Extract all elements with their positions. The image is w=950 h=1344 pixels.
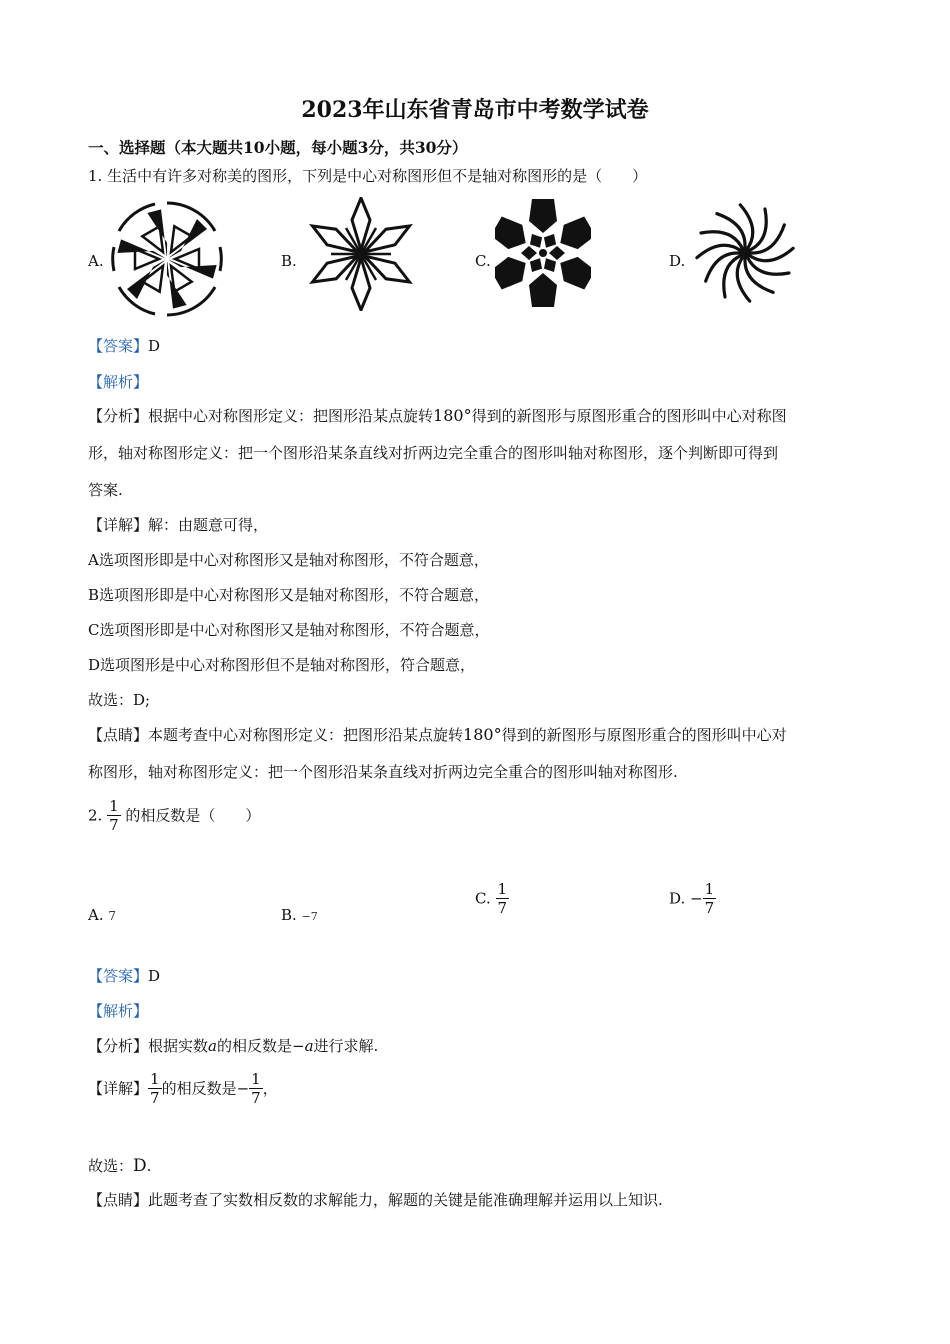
- option-label: D.: [669, 889, 686, 908]
- q2-fraction-negative: [249, 1070, 263, 1107]
- q1-fenxi-line1: [88, 406, 787, 426]
- q1-jiexi-tag: 【解析】: [88, 373, 149, 391]
- fenxi-text: 进行求解.: [313, 1037, 379, 1055]
- q2-fraction: [148, 1070, 162, 1107]
- q1-xiangjie: [88, 515, 268, 535]
- option-fraction: [703, 880, 717, 917]
- dianjing-tag: 【点睛】: [88, 726, 149, 744]
- option-fraction: [496, 880, 510, 917]
- q2-dianjing: [88, 1190, 663, 1210]
- q1-stem: 1. 生活中有许多对称美的图形，下列是中心对称图形但不是轴对称图形的是（ ）: [88, 167, 648, 185]
- comma: ，: [262, 1079, 278, 1098]
- xiangjie-text: 的相反数是: [161, 1079, 237, 1098]
- q2-fraction: [107, 797, 121, 834]
- fenxi-text: 得到的新图形与原图形重合的图形叫中心对称图: [471, 407, 787, 425]
- minus-sign: −: [690, 889, 703, 908]
- answer-value: D: [148, 337, 161, 355]
- answer-value: D: [148, 967, 161, 985]
- fraction-denominator: 7: [704, 899, 715, 917]
- q1-line-d: D选项图形是中心对称图形但不是轴对称图形，符合题意，: [88, 656, 476, 674]
- q1-line-a: A选项图形即是中心对称图形又是轴对称图形，不符合题意，: [88, 551, 489, 569]
- guxuan-text: 故选：: [88, 1157, 134, 1175]
- fenxi-text: 的相反数是: [216, 1037, 292, 1055]
- minus-sign: −: [236, 1079, 250, 1098]
- dianjing-text: 得到的新图形与原图形重合的图形叫中心对: [501, 726, 787, 744]
- figure-d-spiral-icon: [690, 197, 800, 309]
- fraction-denominator: 7: [109, 816, 119, 834]
- q1-option-b-label[interactable]: B.: [281, 252, 297, 270]
- negative-a: −a: [292, 1037, 314, 1055]
- q2-stem: [88, 797, 260, 834]
- q1-dianjing-line1: [88, 725, 787, 745]
- page-title: 2023年山东省青岛市中考数学试卷: [301, 97, 649, 123]
- guxuan-value: D: [133, 1156, 147, 1176]
- fraction-numerator: 1: [251, 1070, 261, 1088]
- option-label: C.: [475, 889, 491, 908]
- q1-option-d-label[interactable]: D.: [669, 252, 686, 270]
- q2-option-a[interactable]: [88, 906, 116, 924]
- option-value: 7: [108, 909, 117, 923]
- q2-stem-text: 的相反数是（ ）: [125, 806, 261, 825]
- q1-guxuan: 故选：D;: [88, 691, 151, 709]
- fenxi-tag: 【分析】: [88, 407, 149, 425]
- xiangjie-text: 解：由题意可得，: [148, 516, 269, 534]
- q1-option-a-label[interactable]: A.: [88, 252, 104, 270]
- period: .: [146, 1157, 152, 1175]
- q1-option-c-label[interactable]: C.: [475, 252, 491, 270]
- q2-number: 2.: [88, 806, 103, 825]
- fenxi-text: 根据实数: [148, 1037, 209, 1055]
- option-label: B.: [281, 906, 297, 924]
- q2-guxuan: [88, 1156, 151, 1176]
- fraction-denominator: 7: [497, 899, 508, 917]
- degree-value: 180°: [463, 725, 502, 744]
- option-value: −7: [301, 910, 318, 923]
- q1-line-c: C选项图形即是中心对称图形又是轴对称图形，不符合题意，: [88, 621, 490, 639]
- answer-tag: 【答案】: [88, 967, 149, 985]
- q2-option-c[interactable]: [475, 880, 509, 917]
- q1-fenxi-line3: 答案.: [88, 481, 123, 499]
- figure-c-hexagon-pattern-icon: [495, 197, 591, 309]
- dianjing-text: 此题考查了实数相反数的求解能力，解题的关键是能准确理解并运用以上知识.: [148, 1191, 663, 1209]
- q2-xiangjie: [88, 1070, 278, 1107]
- dianjing-tag: 【点睛】: [88, 1191, 149, 1209]
- xiangjie-tag: 【详解】: [88, 516, 149, 534]
- fenxi-text: 根据中心对称图形定义：把图形沿某点旋转: [148, 407, 434, 425]
- fraction-numerator: 1: [109, 797, 119, 815]
- figure-b-star-icon: [298, 197, 424, 311]
- dianjing-text: 本题考查中心对称图形定义：把图形沿某点旋转: [148, 726, 464, 744]
- fraction-denominator: 7: [251, 1089, 261, 1107]
- section-heading: 一、选择题（本大题共10小题，每小题3分，共30分）: [88, 138, 468, 157]
- fraction-numerator: 1: [150, 1070, 160, 1088]
- option-label: A.: [88, 906, 104, 924]
- variable-a: a: [208, 1037, 217, 1055]
- fraction-denominator: 7: [150, 1089, 160, 1107]
- answer-tag: 【答案】: [88, 337, 149, 355]
- q1-line-b: B选项图形即是中心对称图形又是轴对称图形，不符合题意，: [88, 586, 490, 604]
- figure-a-flower-icon: [105, 197, 229, 321]
- q2-jiexi-tag: 【解析】: [88, 1002, 149, 1020]
- fraction-numerator: 1: [704, 880, 715, 898]
- q1-answer: [88, 336, 160, 356]
- degree-value: 180°: [433, 406, 472, 425]
- q2-fenxi: [88, 1036, 378, 1056]
- q2-option-b[interactable]: [281, 906, 318, 924]
- q1-fenxi-line2: 形，轴对称图形定义：把一个图形沿某条直线对折两边完全重合的图形叫轴对称图形，逐个判断即可得到: [88, 444, 779, 462]
- fenxi-tag: 【分析】: [88, 1037, 149, 1055]
- fraction-numerator: 1: [497, 880, 508, 898]
- q2-option-d[interactable]: [669, 880, 716, 917]
- q1-dianjing-line2: 称图形，轴对称图形定义：把一个图形沿某条直线对折两边完全重合的图形叫轴对称图形.: [88, 763, 678, 781]
- xiangjie-tag: 【详解】: [88, 1079, 149, 1098]
- q2-answer: [88, 966, 160, 986]
